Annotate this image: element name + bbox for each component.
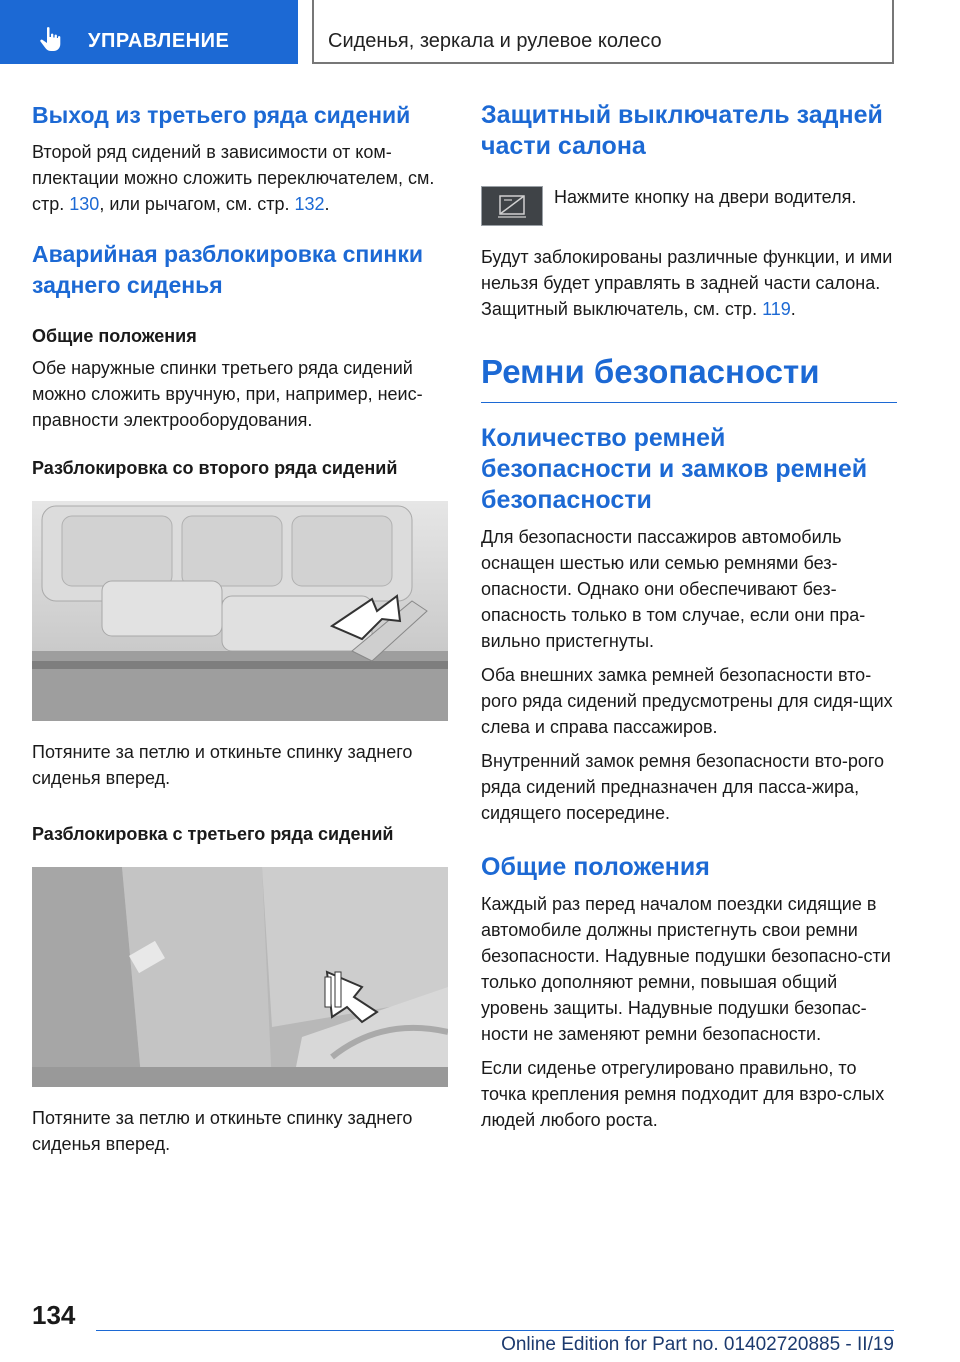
exit-text-a: Второй ряд сидений в зависимости от ком-плектации можно сложить переключателем, см. стр. [32, 142, 435, 214]
caption-second-row: Потяните за петлю и откиньте спинку заднего сиденья вперед. [32, 742, 413, 788]
hand-pointer-icon [38, 26, 64, 52]
belt-count-paragraph-2: Оба внешних замка ремней безопасности вто-рого ряда сидений предусмотрены для сидя-щих слева и справа пассажиров. [481, 665, 893, 737]
third-row-seat-photo [32, 867, 448, 1087]
child-lock-instruction: Нажмите кнопку на двери водителя. [554, 187, 857, 207]
second-row-seat-photo [32, 501, 448, 721]
general-subheading: Общие положения [32, 326, 197, 346]
exit-text-b: , или рычагом, см. стр. [99, 194, 295, 214]
belt-count-heading: Количество ремней безопасности и замков ремней безопасности [481, 424, 868, 514]
child-lock-switch-icon [481, 186, 543, 226]
general-paragraph: Обе наружные спинки третьего ряда сидений можно сложить вручную, при, например, неис-правности электрооборудования. [32, 358, 423, 430]
page-link-132[interactable]: 132 [294, 194, 325, 214]
unlock-third-row-subheading: Разблокировка с третьего ряда сидений [32, 824, 394, 844]
left-column [32, 100, 448, 1157]
exit-heading: Выход из третьего ряда сидений [32, 102, 411, 128]
belt-general-heading: Общие положения [481, 853, 710, 881]
child-lock-heading: Защитный выключатель задней части салона [481, 101, 883, 160]
breadcrumb [312, 0, 894, 64]
emergency-heading: Аварийная разблокировка спинки заднего сиденья [32, 241, 423, 298]
child-lock-row [481, 184, 897, 244]
belt-general-paragraph-1: Каждый раз перед началом поездки сидящие в автомобиле должны пристегнуть свои ремни безопасности. Надувные подушки безопасно-сти только дополняют ремни, повышая общий уровень защиты. Надувные подушки безопас-ности не заменяют ремни безопасности. [481, 894, 891, 1044]
breadcrumb-text: Сиденья, зеркала и рулевое колесо [328, 30, 662, 52]
section-tab [0, 0, 298, 64]
footer-rule [96, 1330, 894, 1331]
page-header [0, 0, 960, 66]
exit-paragraph [32, 139, 448, 217]
edition-note: Online Edition for Part no. 01402720885 - II/19 [501, 1334, 894, 1355]
heading-rule [481, 402, 897, 403]
belt-count-paragraph-1: Для безопасности пассажиров автомобиль оснащен шестью или семью ремнями без-опасности. Однако они обеспечивают без-опасность только в том случае, если они пра-вильно пристегнуты. [481, 527, 866, 651]
child-lock-text-a: Будут заблокированы различные функции, и ими нельзя будет управлять в задней части салона. Защитный выключатель, см. стр. [481, 247, 893, 319]
child-lock-text-b: . [790, 299, 796, 319]
section-label: УПРАВЛЕНИЕ [88, 30, 230, 52]
right-column [481, 100, 897, 1133]
exit-text-c: . [324, 194, 330, 214]
page-number: 134 [32, 1300, 76, 1330]
page-link-130[interactable]: 130 [69, 194, 100, 214]
belt-count-paragraph-3: Внутренний замок ремня безопасности вто-рого ряда сидений предназначен для пасса-жира, сидящего посередине. [481, 751, 885, 823]
caption-third-row: Потяните за петлю и откиньте спинку заднего сиденья вперед. [32, 1108, 413, 1154]
page-footer [0, 1290, 960, 1362]
unlock-second-row-subheading: Разблокировка со второго ряда сидений [32, 458, 398, 478]
page-link-119[interactable]: 119 [762, 299, 791, 319]
belt-general-paragraph-2: Если сиденье отрегулировано правильно, то точка крепления ремня подходит для взро-слых людей любого роста. [481, 1058, 885, 1130]
child-lock-paragraph [481, 244, 897, 322]
seat-belts-heading: Ремни безопасности [481, 353, 820, 390]
